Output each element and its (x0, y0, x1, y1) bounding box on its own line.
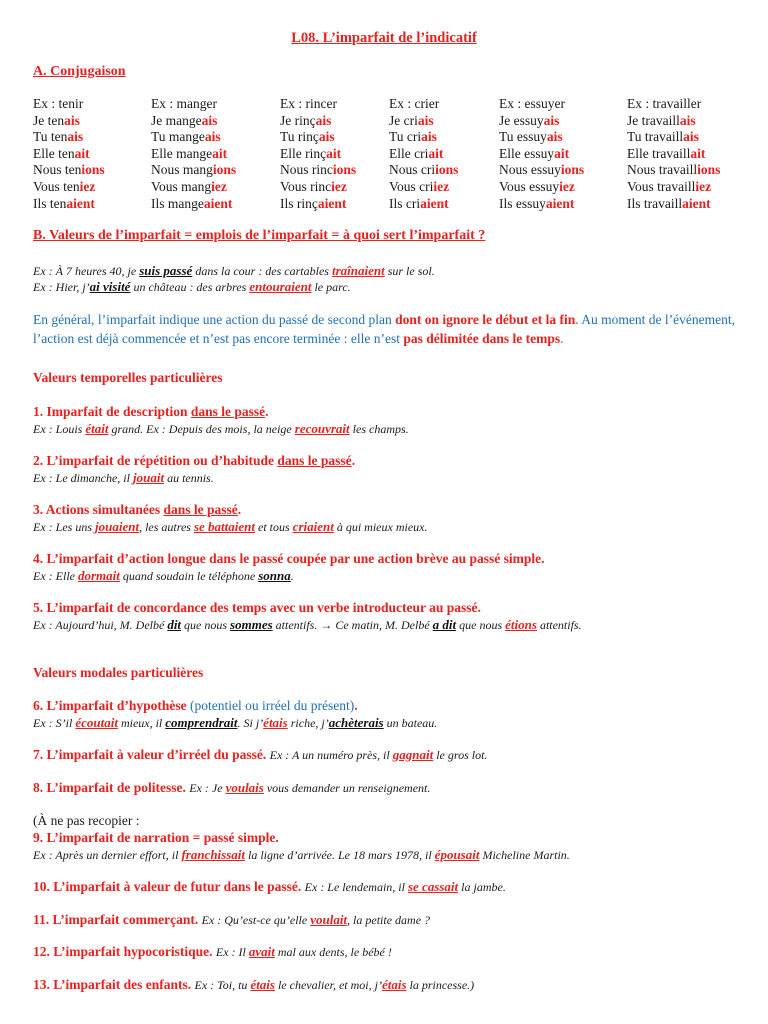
temporal-values-heading: Valeurs temporelles particulières (33, 370, 223, 385)
conj-form: Ils rinçaient (280, 195, 347, 211)
conj-verb-label: Ex : rincer (280, 96, 337, 111)
value-1: 1. Imparfait de description dans le passé. Ex : Louis était grand. Ex : Depuis des mois, la neige recouvrait les champs. (33, 404, 409, 436)
conj-form: Vous travailliez (627, 178, 712, 194)
conj-form: Nous travaillions (627, 162, 721, 178)
conj-verb-label: Ex : tenir (33, 96, 84, 111)
value-11: 11. L’imparfait commerçant. Ex : Qu’est-ce qu’elle voulait, la petite dame ? (33, 912, 431, 927)
conj-form: Vous rinciez (280, 178, 347, 194)
value-2: 2. L’imparfait de répétition ou d’habitude dans le passé. Ex : Le dimanche, il jouait au tennis. (33, 453, 356, 485)
conj-column-essuyer (499, 96, 584, 212)
conj-form: Vous mangiez (151, 178, 227, 194)
value-8: 8. L’imparfait de politesse. Ex : Je voulais vous demander un renseignement. (33, 780, 431, 795)
conj-form: Elle tenait (33, 145, 90, 161)
conj-form: Nous tenions (33, 162, 105, 178)
example-b2: Ex : Hier, j’ai visité un château : des arbres entouraient le parc. (33, 279, 351, 294)
conj-form: Elle essuyait (499, 145, 570, 161)
conj-column-crier (389, 96, 458, 212)
conj-form: Je rinçais (280, 112, 332, 128)
conj-form: Ils tenaient (33, 195, 95, 211)
conj-column-manger (151, 96, 236, 212)
value-12: 12. L’imparfait hypocoristique. Ex : Il avait mal aux dents, le bébé ! (33, 944, 392, 959)
value-5: 5. L’imparfait de concordance des temps avec un verbe introducteur au passé. Ex : Aujourd’hui, M. Delbé dit que nous sommes attentifs. → Ce matin, M. Delbé a dit que nous étions attentifs. (33, 600, 582, 632)
conj-form: Ils mangeaient (151, 195, 233, 211)
conj-column-travailler (627, 96, 720, 212)
conj-form: Elle criait (389, 145, 444, 161)
conj-form: Je mangeais (151, 112, 218, 128)
section-b-heading: B. Valeurs de l’imparfait = emplois de l’imparfait = à quoi sert l’imparfait ? (33, 228, 486, 243)
conj-form: Ils essuyaient (499, 195, 575, 211)
example-b1: Ex : À 7 heures 40, je suis passé dans la cour : des cartables traînaient sur le sol. (33, 263, 435, 278)
conj-form: Ils criaient (389, 195, 449, 211)
conj-form: Vous criiez (389, 178, 450, 194)
conj-form: Nous rincions (280, 162, 357, 178)
conj-form: Vous teniez (33, 178, 96, 194)
conj-form: Ils travaillaient (627, 195, 711, 211)
conj-form: Je criais (389, 112, 434, 128)
value-4: 4. L’imparfait d’action longue dans le passé coupée par une action brève au passé simple. Ex : Elle dormait quand soudain le téléphone sonna. (33, 551, 545, 583)
value-9: 9. L’imparfait de narration = passé simple. Ex : Après un dernier effort, il franchissait la ligne d’arrivée. Le 18 mars 1978, il épousait Micheline Martin. (33, 830, 570, 862)
modal-values-heading: Valeurs modales particulières (33, 665, 204, 680)
conj-form: Tu mangeais (151, 129, 221, 145)
conj-form: Tu travaillais (627, 129, 699, 145)
value-10: 10. L’imparfait à valeur de futur dans le passé. Ex : Le lendemain, il se cassait la jambe. (33, 879, 506, 894)
conj-form: Je travaillais (627, 112, 696, 128)
conj-form: Tu criais (389, 129, 437, 145)
page-title: L08. L’imparfait de l’indicatif (291, 30, 477, 46)
conj-form: Nous criions (389, 162, 459, 178)
conj-form: Elle travaillait (627, 145, 706, 161)
value-6: 6. L’imparfait d’hypothèse (potentiel ou irréel du présent). Ex : S’il écoutait mieux, il comprendrait. Si j’étais riche, j’achèterais un bateau. (33, 698, 438, 730)
note-opening: (À ne pas recopier : (33, 813, 140, 828)
conj-verb-label: Ex : essuyer (499, 96, 565, 111)
conj-form: Je tenais (33, 112, 80, 128)
conj-verb-label: Ex : travailler (627, 96, 702, 111)
value-13: 13. L’imparfait des enfants. Ex : Toi, tu étais le chevalier, et moi, j’étais la princesse.) (33, 977, 475, 992)
conj-verb-label: Ex : crier (389, 96, 440, 111)
conj-form: Je essuyais (499, 112, 560, 128)
conj-form: Tu essuyais (499, 129, 563, 145)
conj-form: Vous essuyiez (499, 178, 575, 194)
conj-form: Tu tenais (33, 129, 84, 145)
value-7: 7. L’imparfait à valeur d’irréel du passé. Ex : A un numéro près, il gagnait le gros lot. (33, 747, 488, 762)
conj-form: Nous mangions (151, 162, 237, 178)
conj-column-tenir (33, 96, 105, 212)
value-3: 3. Actions simultanées dans le passé. Ex : Les uns jouaient, les autres se battaient et tous criaient à qui mieux mieux. (33, 502, 428, 534)
conj-form: Tu rinçais (280, 129, 335, 145)
section-a-heading: A. Conjugaison (33, 64, 126, 79)
conj-form: Elle rinçait (280, 145, 342, 161)
conj-form: Nous essuyions (499, 162, 585, 178)
conj-form: Elle mangeait (151, 145, 228, 161)
intro-paragraph: En général, l’imparfait indique une action du passé de second plan dont on ignore le début et la fin. Au moment de l’événement, l’action est déjà commencée et n’est pas encore terminée : elle n’est pas délimitée dans le temps. (33, 312, 735, 346)
conj-column-rincer (280, 96, 356, 212)
conj-verb-label: Ex : manger (151, 96, 217, 111)
